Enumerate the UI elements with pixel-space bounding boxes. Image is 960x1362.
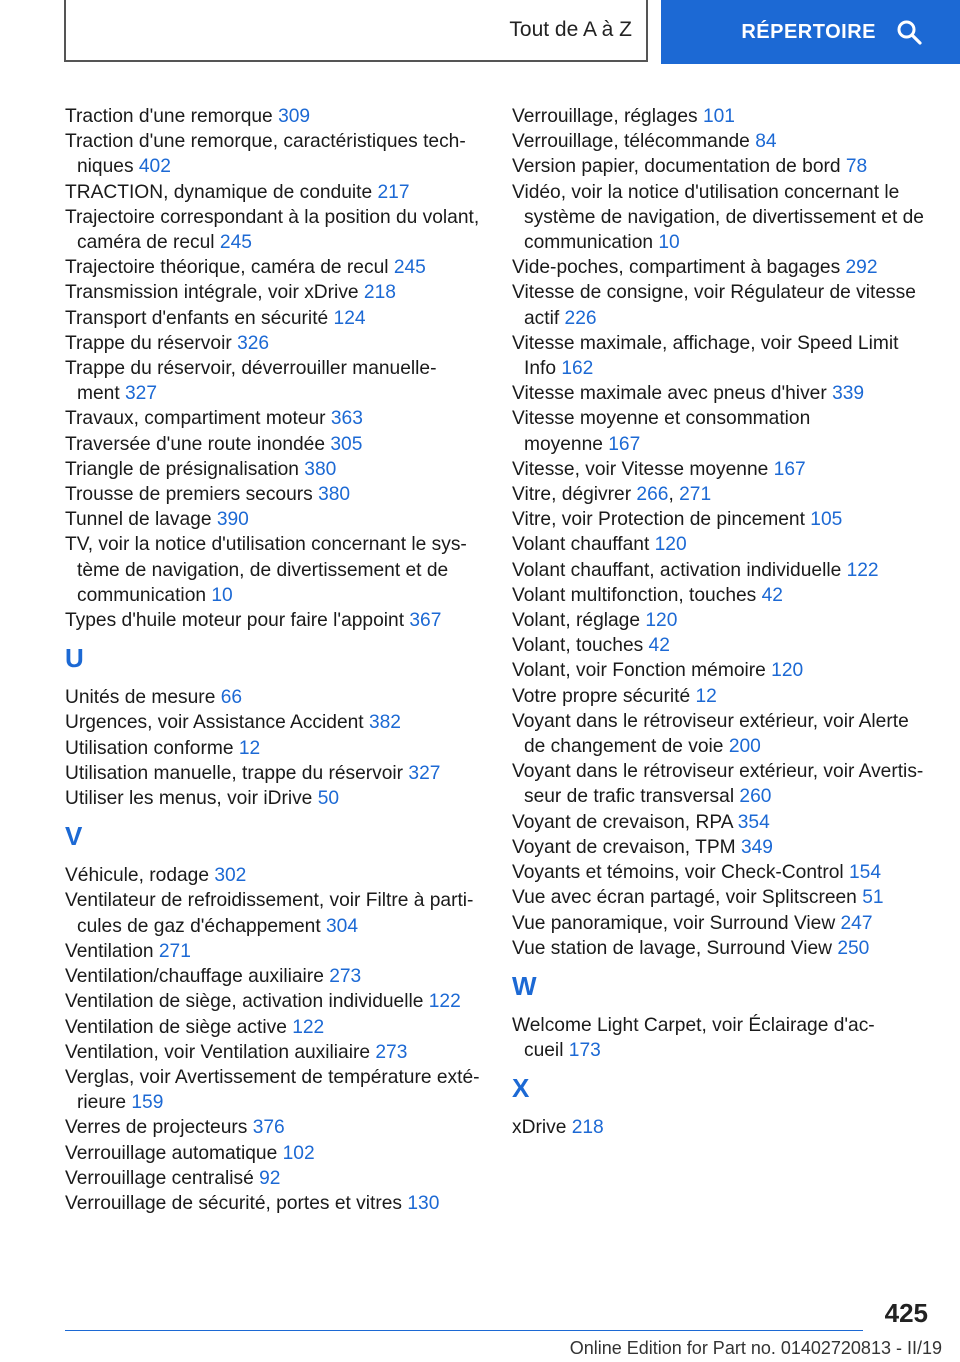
index-entry-line [65,532,485,557]
index-entry-text: Vide-poches, compartiment à bagages [512,257,846,279]
index-entry [65,1141,485,1166]
index-column-right [512,104,932,1141]
index-entry-line [65,1090,485,1115]
index-entry [65,406,485,431]
index-entry-text: Vitesse de consigne, voir Régulateur de vitesse [512,282,916,304]
index-entry-line [65,255,485,280]
index-entry-line [65,914,485,939]
tab-repertoire[interactable] [661,0,960,64]
page-reference-link[interactable]: 349 [740,836,773,858]
index-entry [512,835,932,860]
page-reference-link[interactable]: 42 [648,635,670,657]
index-entry [65,1191,485,1216]
index-entry-text: Urgences, voir Assistance Accident [65,712,369,734]
index-entry-line [65,1040,485,1065]
page-reference-link[interactable]: 218 [363,282,396,304]
index-entry-line [65,558,485,583]
page-reference-link[interactable]: 367 [409,610,442,632]
index-entry-line [65,1015,485,1040]
page-reference-link[interactable]: 273 [375,1041,408,1063]
index-entry [512,104,932,129]
index-entry-line [512,306,932,331]
index-entry-line [512,936,932,961]
index-entry-text: seur de trafic transversal [524,786,740,808]
index-entry-line [512,406,932,431]
page-reference-link[interactable]: 102 [282,1142,315,1164]
index-entry-line [512,154,932,179]
index-entry-line [65,482,485,507]
index-entry-text: Travaux, compartiment moteur [65,408,331,430]
index-entry-line [512,684,932,709]
index-entry-text: Véhicule, rodage [65,865,215,887]
index-entry-text: Verres de projecteurs [65,1117,253,1139]
index-entry-text: Vitesse moyenne et consommation [512,408,811,430]
index-entry-text: Trappe du réservoir, déverrouiller manuelle- [65,358,437,380]
index-entry-line [65,154,485,179]
page-reference-link[interactable]: 266 [636,484,669,506]
index-entry-text: Transport d'enfants en sécurité [65,307,334,329]
index-entry-text: Vue avec écran partagé, voir Splitscreen [512,887,863,909]
index-entry-line [65,507,485,532]
index-entry-line [65,104,485,129]
index-entry-line [65,230,485,255]
index-entry-line [512,432,932,457]
page-reference-link[interactable]: 245 [219,232,252,254]
page-reference-link[interactable]: 66 [220,687,243,709]
page-reference-link[interactable]: 10 [211,584,233,606]
index-entry-line [65,888,485,913]
page-reference-link[interactable]: 271 [679,484,712,506]
index-entry-text: Traction d'une remorque, caractéristiques tech- [65,131,466,153]
index-entry [65,761,485,786]
index-entry [65,1065,485,1115]
index-entry-line [512,835,932,860]
index-entry-line [512,356,932,381]
index-entry-line [65,1115,485,1140]
index-entry-text: Triangle de présignalisation [65,458,305,480]
page-reference-link[interactable]: 12 [238,737,261,759]
page-reference-link[interactable]: 217 [377,181,410,203]
index-entry-text: Volant multifonction, touches [512,584,762,606]
index-entry [512,810,932,835]
page-reference-link[interactable]: 10 [658,232,680,254]
index-entry-line [512,633,932,658]
index-entry [65,1166,485,1191]
index-entry [512,583,932,608]
index-entry-line [512,1115,932,1140]
index-entry-text: niques [77,156,139,178]
index-entry-text: TRACTION, dynamique de conduite [65,181,378,203]
page-reference-link[interactable]: 380 [318,484,351,506]
index-entry [65,104,485,129]
index-entry [65,280,485,305]
page-reference-link[interactable]: 122 [846,559,879,581]
page-reference-link[interactable]: 380 [304,458,337,480]
page-reference-link[interactable]: 218 [571,1117,604,1139]
search-icon[interactable] [896,19,922,45]
page-reference-link[interactable]: 354 [737,811,770,833]
index-entry [65,507,485,532]
index-entry [65,356,485,406]
index-entry-line [65,180,485,205]
tab-repertoire-label: RÉPERTOIRE [741,20,876,43]
page-reference-link[interactable]: 84 [755,131,777,153]
index-entry-text: Types d'huile moteur pour faire l'appoint [65,610,410,632]
page-reference-link[interactable]: 327 [408,762,441,784]
index-entry-text: Trappe du réservoir [65,332,238,354]
index-entry [512,1115,932,1140]
index-entry-text: Votre propre sécurité [512,685,696,707]
page-reference-link[interactable]: 167 [773,458,806,480]
index-entry [512,482,932,507]
page-reference-link[interactable]: 376 [252,1117,285,1139]
page-reference-link[interactable]: 339 [832,383,865,405]
index-entry [512,507,932,532]
index-entry [65,1115,485,1140]
index-entry-text: Traction d'une remorque [65,106,279,127]
index-entry-line [512,381,932,406]
index-entry-text: Ventilation, voir Ventilation auxiliaire [65,1041,376,1063]
index-entry [512,658,932,683]
index-entry-text: Ventilation/chauffage auxiliaire [65,966,330,988]
index-entry-text: tème de navigation, de divertissement et de [77,559,449,581]
index-entry [65,432,485,457]
page-reference-link[interactable]: 122 [428,991,461,1013]
footer-edition-text: Online Edition for Part no. 01402720813 - II/19 [569,1338,942,1358]
index-entry-line [512,911,932,936]
index-entry-line [512,507,932,532]
page-reference-link[interactable]: 390 [216,509,249,531]
index-entry-text: Transmission intégrale, voir xDrive [65,282,364,304]
index-entry-text: Ventilateur de refroidissement, voir Filtre à parti- [65,890,474,912]
index-entry-text: Verrouillage, réglages [512,106,703,127]
index-entry-line [65,964,485,989]
index-entry-text: Verglas, voir Avertissement de température exté- [65,1066,480,1088]
index-entry-line [65,1166,485,1191]
index-entry-text: Vitesse maximale, affichage, voir Speed Limit [512,332,899,354]
index-entry-text: Verrouillage, télécommande [512,131,756,153]
index-entry-line [512,205,932,230]
page-reference-link[interactable]: 101 [702,106,735,127]
index-entry [512,180,932,256]
index-entry-text: Utiliser les menus, voir iDrive [65,788,318,810]
page-reference-link[interactable]: 120 [645,610,678,632]
index-entry-text: Voyant dans le rétroviseur extérieur, voir Avertis- [512,761,924,783]
index-entry-text: Traversée d'une route inondée [65,433,331,455]
index-entry-text: ment [77,383,125,405]
index-entry-text: Version papier, documentation de bord [512,156,846,178]
index-entry-line [65,583,485,608]
tab-tout-de-a-a-z[interactable] [64,0,648,62]
page-reference-link[interactable]: 122 [292,1016,325,1038]
page-reference-link[interactable]: 120 [654,534,687,556]
index-entry-text: Volant, voir Fonction mémoire [512,660,772,682]
index-entry-line [512,230,932,255]
page-reference-link[interactable]: 327 [125,383,158,405]
page-reference-link[interactable]: 260 [739,786,772,808]
index-entry-line [65,381,485,406]
page-reference-link[interactable]: 326 [237,332,270,354]
index-entry-line [65,1141,485,1166]
index-entry [512,381,932,406]
index-column-left [65,104,485,1216]
index-entry-line [65,205,485,230]
index-entry-line [512,784,932,809]
index-entry [65,939,485,964]
index-entry [65,205,485,255]
index-entry-line [65,280,485,305]
index-entry-text: Voyant dans le rétroviseur extérieur, voir Alerte [512,710,909,732]
index-entry-line [512,255,932,280]
index-entry [512,885,932,910]
index-entry-text: rieure [77,1092,132,1114]
index-entry-text: Voyants et témoins, voir Check-Control [512,862,849,884]
page-reference-link[interactable]: 162 [561,358,594,380]
page-reference-link[interactable]: 154 [849,862,882,884]
index-entry-text: Volant, réglage [512,610,646,632]
index-entry-text: Vitre, voir Protection de pincement [512,509,811,531]
index-entry-text: Welcome Light Carpet, voir Éclairage d'ac- [512,1014,875,1036]
index-entry [65,786,485,811]
index-entry-text: Vitesse maximale avec pneus d'hiver [512,383,833,405]
page-reference-link[interactable]: 305 [330,433,363,455]
index-entry-text: Vitesse, voir Vitesse moyenne [512,458,774,480]
index-entry [65,532,485,608]
index-entry-text: Tunnel de lavage [65,509,217,531]
index-entry-line [512,885,932,910]
index-entry [65,685,485,710]
index-entry-text: Vidéo, voir la notice d'utilisation concernant le [512,181,900,203]
index-entry [65,964,485,989]
index-entry [512,129,932,154]
index-entry-line [512,810,932,835]
index-entry-line [65,608,485,633]
index-entry [65,180,485,205]
page-reference-link[interactable]: 363 [330,408,363,430]
index-entry-line [65,786,485,811]
index-entry-line [65,356,485,381]
index-entry [512,936,932,961]
index-entry-text: Volant chauffant [512,534,655,556]
index-entry [512,280,932,330]
index-entry-line [512,608,932,633]
index-letter-heading: X [512,1073,530,1104]
index-entry-text: Verrouillage centralisé [65,1167,260,1189]
page-reference-link[interactable]: 245 [393,257,426,279]
index-entry-text: système de navigation, de divertissement et de [524,206,924,228]
page-reference-link[interactable]: 273 [329,966,362,988]
page-reference-link[interactable]: 167 [608,433,641,455]
index-entry-text: Ventilation de siège active [65,1016,293,1038]
page-reference-link[interactable]: 200 [728,736,761,758]
index-entry-line [512,658,932,683]
index-entry [512,911,932,936]
tab-alpha-label: Tout de A à Z [509,18,632,41]
index-entry [512,255,932,280]
index-entry-line [65,457,485,482]
index-entry-text: Verrouillage de sécurité, portes et vitres [65,1192,408,1214]
index-entry-text: Utilisation conforme [65,737,239,759]
index-entry-text: Verrouillage automatique [65,1142,283,1164]
index-entry-text: Trajectoire théorique, caméra de recul [65,257,394,279]
index-entry-line [65,432,485,457]
page-reference-link[interactable]: 51 [862,887,884,909]
page-reference-link[interactable]: 382 [368,712,401,734]
index-entry-line [65,129,485,154]
index-entry [512,860,932,885]
index-entry [65,888,485,938]
index-entry-line [65,1191,485,1216]
page-reference-link[interactable]: 302 [214,865,247,887]
index-entry [512,608,932,633]
page-reference-link[interactable]: 130 [407,1192,440,1214]
index-entry [512,532,932,557]
index-entry [65,306,485,331]
index-entry [512,759,932,809]
index-letter-heading: W [512,970,537,1001]
index-entry [65,989,485,1014]
index-entry-text: Vue station de lavage, Surround View [512,937,838,959]
index-entry-line [65,863,485,888]
index-entry [65,482,485,507]
index-entry-line [65,710,485,735]
index-entry [512,1013,932,1063]
index-entry-text: Vue panoramique, voir Surround View [512,912,841,934]
index-entry [65,457,485,482]
index-entry-text: Unités de mesure [65,687,221,709]
page-reference-link[interactable]: 250 [837,937,870,959]
index-entry-line [512,104,932,129]
index-entry-line [512,1038,932,1063]
index-entry-text: Voyant de crevaison, TPM [512,836,741,858]
index-entry [512,558,932,583]
index-entry [512,154,932,179]
page-header [0,0,960,64]
page-reference-link[interactable]: 173 [568,1040,601,1062]
index-entry-line [65,1065,485,1090]
index-entry-line [512,734,932,759]
index-entry-line [65,989,485,1014]
index-entry [512,633,932,658]
index-entry [512,457,932,482]
index-entry-text: de changement de voie [524,736,729,758]
page-reference-link[interactable]: 124 [333,307,366,329]
index-entry-text: Voyant de crevaison, RPA [512,811,738,833]
index-entry-text: Ventilation de siège, activation individuelle [65,991,429,1013]
index-entry-line [65,406,485,431]
page-reference-link[interactable]: 309 [278,106,311,127]
page-reference-link[interactable]: 42 [761,584,783,606]
index-entry [65,255,485,280]
index-entry-line [512,280,932,305]
index-entry-line [65,761,485,786]
page-reference-link[interactable]: 402 [138,156,171,178]
page-reference-link[interactable]: 304 [326,915,359,937]
index-entry-text: Trousse de premiers secours [65,484,319,506]
page-reference-link[interactable]: 92 [259,1167,281,1189]
index-entry [512,684,932,709]
page-reference-link[interactable]: 50 [317,788,340,810]
index-entry-text: Trajectoire correspondant à la position du volant, [65,206,480,228]
index-entry-line [65,939,485,964]
index-entry [65,129,485,179]
index-letter-heading: V [65,821,83,852]
index-entry-line [65,685,485,710]
index-entry-line [512,558,932,583]
page-reference-link[interactable]: 226 [564,307,597,329]
index-entry-line [512,860,932,885]
index-entry [65,331,485,356]
index-entry-text: communication [524,232,659,254]
page-reference-link[interactable]: 120 [771,660,804,682]
page-reference-link[interactable]: 247 [840,912,873,934]
page-number: 425 [884,1298,928,1328]
index-entry-line [65,331,485,356]
index-entry-text: Volant chauffant, activation individuelle [512,559,847,581]
index-entry-text: actif [524,307,565,329]
index-entry-line [512,180,932,205]
footer-divider [65,1330,863,1331]
index-entry-text: communication [77,584,212,606]
index-entry-text: moyenne [524,433,609,455]
index-entry-text: Info [524,358,562,380]
index-entry-text: cules de gaz d'échappement [77,915,327,937]
index-entry [65,736,485,761]
index-entry-line [512,532,932,557]
index-entry [512,331,932,381]
index-entry-line [65,736,485,761]
index-entry-line [65,306,485,331]
index-entry [512,406,932,456]
index-entry-text: Vitre, dégivrer [512,484,637,506]
index-entry-line: Vitre, dégivrer 266, 271 [512,484,712,506]
index-entry-line [512,1013,932,1038]
index-entry [65,608,485,633]
page-reference-link[interactable]: 78 [845,156,868,178]
index-letter-heading: U [65,643,84,674]
index-entry [65,863,485,888]
index-entry [65,1040,485,1065]
page-reference-link[interactable]: 292 [845,257,878,279]
index-entry-text: Volant, touches [512,635,649,657]
index-entry-line [512,331,932,356]
index-entry [65,710,485,735]
page-reference-link[interactable]: 105 [810,509,843,531]
index-entry-text: xDrive [512,1117,572,1139]
index-entry-text: cueil [524,1040,569,1062]
index-entry-line [512,457,932,482]
index-entry [65,1015,485,1040]
index-entry [512,709,932,759]
index-entry-line [512,129,932,154]
page-reference-link[interactable]: 159 [131,1092,164,1114]
index-entry-text: Utilisation manuelle, trappe du réservoir [65,762,409,784]
index-entry-line [512,583,932,608]
page-reference-link[interactable]: 271 [158,940,191,962]
index-entry-text: caméra de recul [77,232,220,254]
index-entry-text: Ventilation [65,940,159,962]
index-entry-line [512,709,932,734]
index-entry-text: TV, voir la notice d'utilisation concernant le sys- [65,534,467,556]
index-entry-line [512,759,932,784]
page-reference-link[interactable]: 12 [695,685,717,707]
